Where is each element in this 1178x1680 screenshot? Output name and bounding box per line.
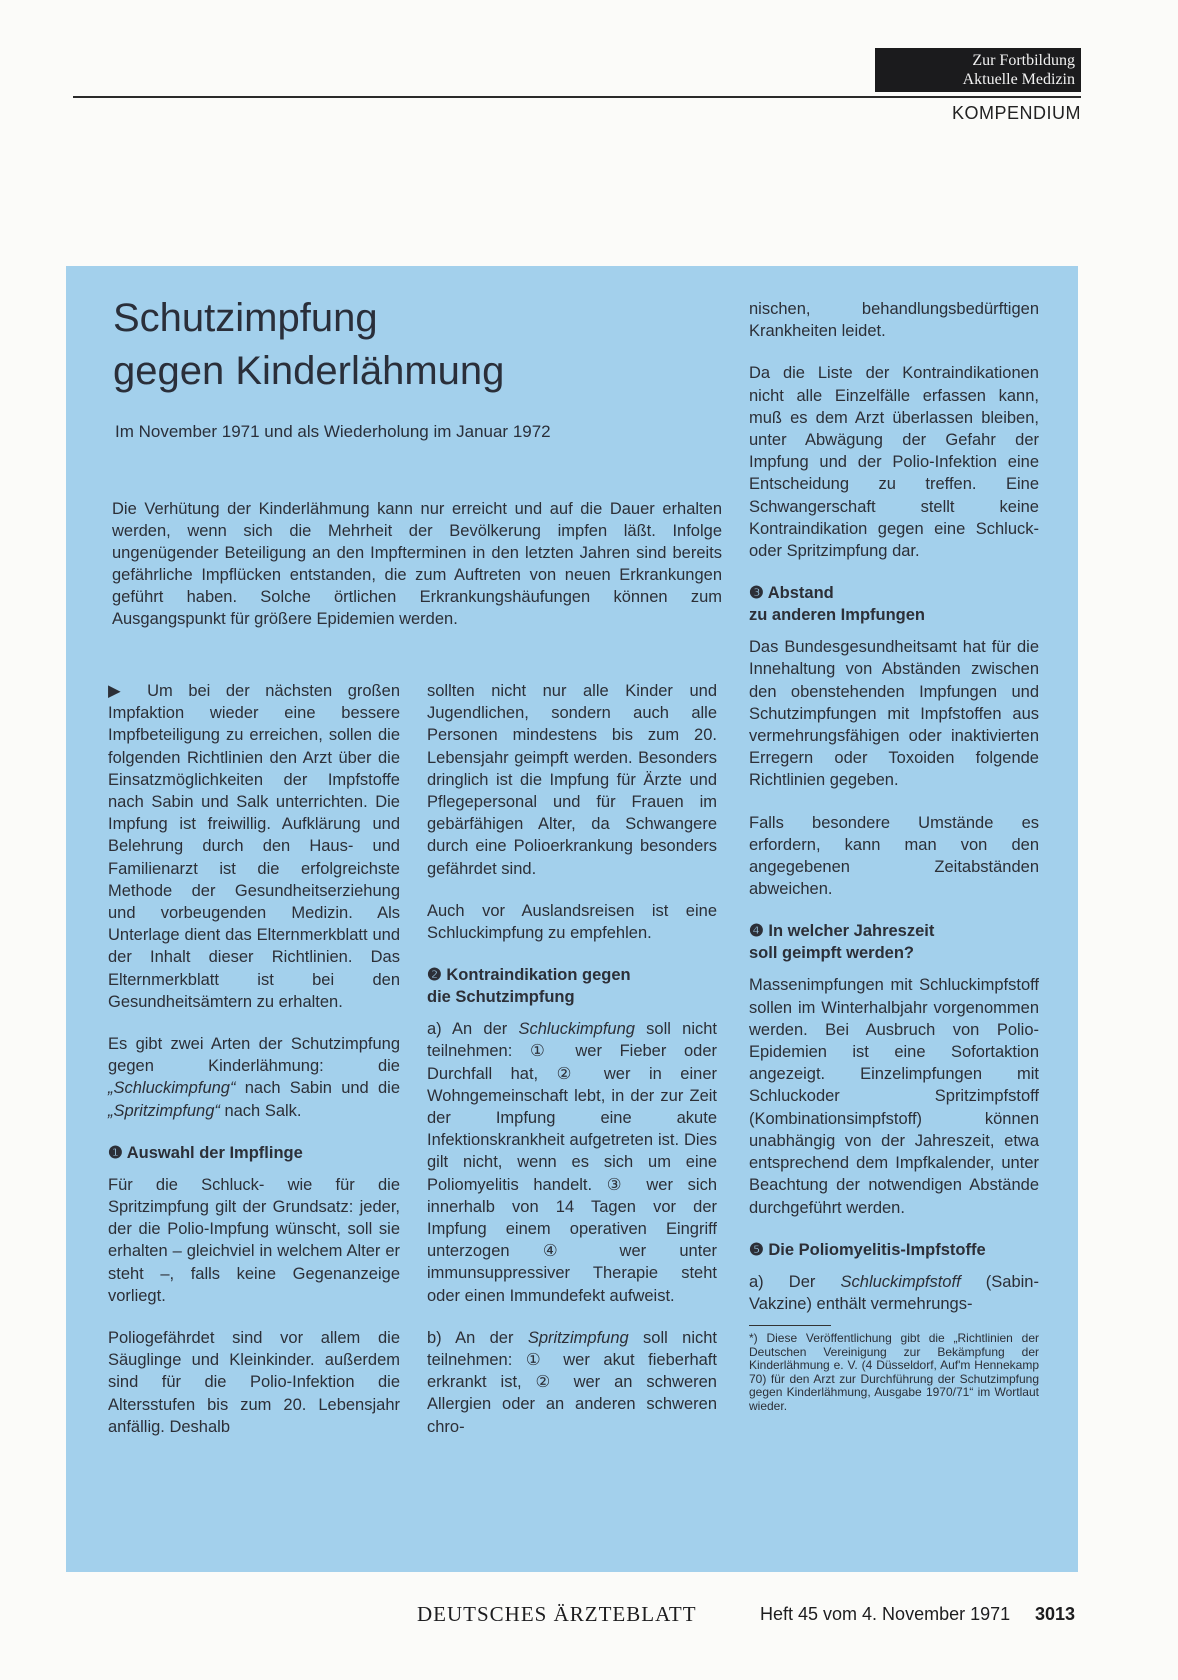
- col3-paragraph-2: Da die Liste der Kontraindikationen nicht alle Einzelfälle erfassen kann, muß es dem Arzt überlassen bleiben, unter Abwägung der Gefahr der Impfung und der Polio-Infektion eine Entscheidung zu treffen. Eine Schwangerschaft stellt keine Kontraindikation gegen eine Schluck- oder Spritzimpfung dar.: [749, 364, 1039, 561]
- text: soll nicht teilnehmen:: [427, 1020, 718, 1061]
- col3-paragraph-5: Massenimpfungen mit Schluckimpfstoff sollen im Winterhalbjahr vorgenommen werden. Bei Ausbruch von Polio-Epidemien ist eine Sofortaktion angezeigt. Einzelimpfungen mit Schluckoder Spritzimpfstoff (Kombinationsimpfstoff) können unabhängig von der Jahreszeit, etwa entsprechend dem Impfkalender, unter Beachtung der notwendigen Abstände durchgeführt werden.: [749, 976, 1039, 1217]
- contraindication-list-a: ① wer Fieber oder Durchfall hat, ② wer in einer Wohngemeinschaft lebt, in der zur Zeit der Impfung eine akute Infektionskrankheit aufgetreten ist. Dies gilt nicht, wenn es sich um eine Poliomyelitis handelt. ③ wer sich innerhalb von 14 Tagen vor der Impfung einem operativen Eingriff unterzogen ④ wer unter immunsuppressiver Therapie steht oder einen Immundefekt aufweist.: [427, 1042, 717, 1305]
- article-subtitle: Im November 1971 und als Wiederholung im Januar 1972: [115, 422, 551, 441]
- column-2: [427, 680, 717, 1458]
- heading-2-line-1: ❷ Kontraindikation gegen: [427, 966, 631, 985]
- text: Es gibt zwei Arten der Schutzimpfung gegen Kinderlähmung: die: [108, 1035, 400, 1076]
- heading-5: ❺ Die Poliomyelitis-Impfstoffe: [749, 1240, 986, 1259]
- article-title: [113, 292, 673, 398]
- heading-4: [749, 920, 1039, 964]
- section-tag: [875, 48, 1081, 92]
- text: a) An der: [427, 1020, 519, 1039]
- text: (Sabin-Vakzine) enthält vermehrungs-: [749, 1272, 1039, 1313]
- magazine-name: DEUTSCHES ÄRZTEBLATT: [417, 1602, 697, 1626]
- col2-paragraph-2: Auch vor Auslandsreisen ist eine Schluckimpfung zu empfehlen.: [427, 901, 717, 943]
- term-spritzimpfung: Spritzimpfung: [527, 1328, 629, 1347]
- text: a) Der: [749, 1272, 841, 1291]
- text: nach Salk.: [219, 1101, 302, 1120]
- column-1: [108, 680, 400, 1458]
- contraindication-list-b: ① wer akut fieberhaft erkrankt ist, ② wer an schweren Allergien oder an anderen schweren chro-: [427, 1351, 717, 1436]
- heading-3-line-2: zu anderen Impfungen: [749, 606, 926, 625]
- col3-paragraph-3: Das Bundesgesundheitsamt hat für die Innehaltung von Abständen zwischen den obenstehenden Impfungen und Schutzimpfungen mit Impfstoffen aus vermehrungsfähigen oder inaktivierten Erregern oder Toxoiden folgende Richtlinien gegeben.: [749, 638, 1039, 790]
- col2-paragraph-3: [427, 1018, 717, 1307]
- term-spritzimpfung: „Spritzimpfung“: [108, 1101, 220, 1120]
- title-line-1: Schutzimpfung: [113, 296, 378, 340]
- tag-line-2: Aktuelle Medizin: [962, 71, 1075, 88]
- title-line-2: gegen Kinderlähmung: [113, 349, 505, 393]
- heading-2: [427, 964, 717, 1008]
- col3-paragraph-6: [749, 1271, 1039, 1315]
- col1-paragraph-4: Poliogefährdet sind vor allem die Säuglinge und Kleinkinder. außerdem sind für die Polio-Infektion die Altersstufen bis zum 20. Lebensjahr anfällig. Deshalb: [108, 1329, 400, 1436]
- section-label: KOMPENDIUM: [951, 103, 1081, 123]
- text: soll nicht teilnehmen:: [427, 1328, 717, 1370]
- col1-paragraph-2: [108, 1033, 400, 1122]
- col3-paragraph-4: Falls besondere Umstände es erfordern, kann man von den angegebenen Zeitabständen abweichen.: [749, 813, 1039, 899]
- page-number: 3013: [1035, 1604, 1076, 1624]
- column-3: [749, 298, 1039, 1433]
- term-schluckimpfstoff: Schluckimpfstoff: [840, 1272, 961, 1291]
- col1-paragraph-3: Für die Schluck- wie für die Spritzimpfung gilt der Grundsatz: jeder, der die Polio-Impfung wünscht, soll sie erhalten – gleichviel in welchem Alter er steht –, falls keine Gegenanzeige vorliegt.: [108, 1175, 400, 1305]
- col3-paragraph-1: nischen, behandlungsbedürftigen Krankheiten leidet.: [749, 300, 1039, 341]
- col2-paragraph-4: [427, 1327, 717, 1438]
- heading-2-line-2: die Schutzimpfung: [427, 988, 575, 1007]
- header-rule: [73, 96, 1081, 98]
- col1-paragraph-1: ▶ Um bei der nächsten großen Impfaktion wieder eine bessere Impfbeteiligung zu erreichen, sollen die folgenden Richtlinien den Arzt über die Einsatzmöglichkeiten der Impfstoffe nach Sabin und Salk unterrichten. Die Impfung ist freiwillig. Aufklärung und Belehrung durch den Haus- und Familienarzt ist die erfolgreichste Methode der Gesundheitserziehung und vorbeugenden Medizin. Als Unterlage dient das Elternmerkblatt und der Inhalt dieser Richtlinien. Das Elternmerkblatt ist bei den Gesundheitsämtern zu erhalten.: [108, 682, 400, 1011]
- term-schluckimpfung: Schluckimpfung: [518, 1020, 635, 1039]
- col2-paragraph-1: sollten nicht nur alle Kinder und Jugendlichen, sondern auch alle Personen mindestens bis zum 20. Lebensjahr geimpft werden. Besonders dringlich ist die Impfung für Ärzte und Pflegepersonal und für Frauen im gebärfähigen Alter, da Schwangere durch eine Polioerkrankung besonders gefährdet sind.: [427, 682, 717, 878]
- footnote: *) Diese Veröffentlichung gibt die „Richtlinien der Deutschen Vereinigung zur Bekämpfung der Kinderlähmung e. V. (4 Düsseldorf, Auf'm Hennekamp 70) für den Arzt zur Durchführung der Schutzimpfung gegen Kinderlähmung, Ausgabe 1970/71“ im Wortlaut wieder.: [749, 1331, 1039, 1413]
- tag-line-1: Zur Fortbildung: [972, 52, 1075, 69]
- text: nach Sabin und die: [235, 1079, 400, 1098]
- heading-4-line-1: ❹ In welcher Jahreszeit: [749, 922, 935, 941]
- heading-3-line-1: ❸ Abstand: [749, 584, 834, 603]
- term-schluckimpfung: „Schluckimpfung“: [108, 1079, 236, 1098]
- heading-4-line-2: soll geimpft werden?: [749, 944, 915, 963]
- article-intro: Die Verhütung der Kinderlähmung kann nur erreicht und auf die Dauer erhalten werden, wenn sich die Mehrheit der Bevölkerung impfen läßt. Infolge ungenügender Beteiligung an den Impfterminen in den letzten Jahren sind bereits gefährliche Impflücken entstanden, die zum Auftreten von neuen Erkrankungen geführt haben. Solche örtlichen Erkrankungshäufungen können zum Ausgangspunkt für größere Epidemien werden.: [112, 500, 722, 628]
- heading-1: ❶ Auswahl der Impflinge: [108, 1143, 303, 1162]
- issue-info: Heft 45 vom 4. November 1971: [760, 1604, 1011, 1624]
- heading-3: [749, 582, 1039, 626]
- text: b) An der: [427, 1328, 528, 1347]
- footnote-rule: [749, 1325, 831, 1326]
